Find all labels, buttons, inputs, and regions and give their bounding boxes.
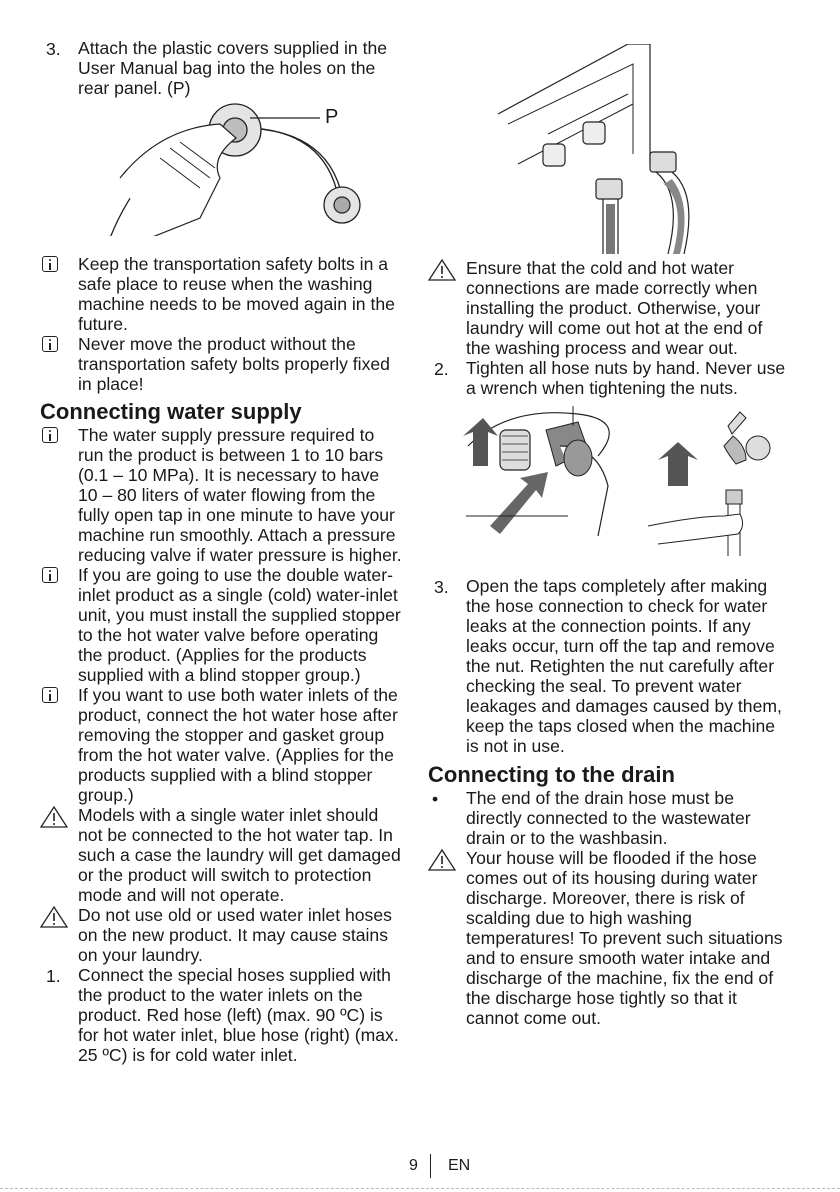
info-note-pressure — [40, 425, 402, 565]
bullet-text: The end of the drain hose must be directly connected to the wastewater drain or to the washbasin. — [466, 788, 751, 848]
hoses-connected-drawing — [428, 44, 790, 254]
info-note-both-inlets — [40, 685, 402, 805]
hand-inserting-cover-drawing — [40, 98, 402, 236]
page-number: 9 — [409, 1157, 418, 1174]
plastic-cover-illustration — [40, 98, 402, 236]
right-column — [428, 44, 790, 1028]
warning-text: Ensure that the cold and hot water connections are made correctly when installing the product. Otherwise, your laundry will come out hot at the end of the washing process and wear out. — [466, 258, 763, 358]
info-icon — [42, 427, 58, 443]
step-number: 3. — [434, 577, 449, 597]
heading-connecting-to-drain: Connecting to the drain — [428, 762, 675, 787]
step-3-left — [40, 38, 402, 98]
info-icon — [42, 687, 58, 703]
step-text: Connect the special hoses supplied with the product to the water inlets on the product. Red hose (left) (max. 90 ºC) is for hot water inlet, blue hose (right) (max. 25 ºC) is for cold water inlet. — [78, 965, 399, 1065]
warning-old-hoses — [40, 905, 402, 965]
warning-cold-hot — [428, 258, 790, 358]
warning-icon — [40, 906, 68, 928]
info-icon — [42, 256, 58, 272]
step-3-right — [428, 576, 790, 756]
step-text: Open the taps completely after making the hose connection to check for water leaks at the connection points. If any leaks occur, turn off the tap and remove the nut. Retighten the nut carefully after checking the seal. To prevent water leakages and damages caused by them, keep the taps closed when the machine is not in use. — [466, 576, 782, 756]
note-text: If you are going to use the double water-inlet product as a single (cold) water-inlet unit, you must install the supplied stopper to the hot water valve before operating the product. (Applies for the products supplied with a blind stopper group.) — [78, 565, 401, 685]
warning-text: Do not use old or used water inlet hoses on the new product. It may cause stains on your laundry. — [78, 905, 392, 965]
warning-text: Your house will be flooded if the hose comes out of its housing during water discharge. Moreover, there is risk of scalding due to high washing temperatures! To prevent such situations and to ensure smooth water intake and discharge of the machine, fix the end of the discharge hose tightly so that it cannot come out. — [466, 848, 783, 1028]
step-text: Attach the plastic covers supplied in the User Manual bag into the holes on the rear panel. (P) — [78, 38, 388, 98]
info-note-move — [40, 334, 402, 394]
heading-connecting-water-supply: Connecting water supply — [40, 399, 302, 424]
p-callout-label: P — [325, 106, 339, 128]
warning-icon — [428, 259, 456, 281]
warning-single-inlet — [40, 805, 402, 905]
info-note-bolts — [40, 254, 402, 334]
step-2 — [428, 358, 790, 398]
language-code: EN — [448, 1157, 471, 1174]
step-number: 2. — [434, 359, 449, 379]
step-1 — [40, 965, 402, 1065]
step-number: 1. — [46, 966, 61, 986]
note-text: If you want to use both water inlets of the product, connect the hot water hose after removing the stopper and gasket group from the hot water valve. (Applies for the products supplied with a blind stopper group.) — [78, 685, 398, 805]
bullet-drain-hose — [428, 788, 790, 848]
step-number: 3. — [46, 39, 61, 59]
step-text: Tighten all hose nuts by hand. Never use a wrench when tightening the nuts. — [466, 358, 786, 398]
warning-flooding — [428, 848, 790, 1028]
water-inlet-illustration — [428, 44, 790, 254]
info-icon — [42, 336, 58, 352]
hand-tightening-drawing — [428, 406, 790, 566]
left-column — [40, 38, 402, 1065]
warning-icon — [40, 806, 68, 828]
hose-nut-tightening-illustration — [428, 406, 790, 566]
note-text: Never move the product without the transportation safety bolts properly fixed in place! — [78, 334, 390, 394]
info-icon — [42, 567, 58, 583]
note-text: The water supply pressure required to run the product is between 1 to 10 bars (0.1 – 10 MPa). It is necessary to have 10 – 80 liters of water flowing from the fully open tap in one minute to have your machine run smoothly. Attach a pressure reducing valve if water pressure is higher. — [78, 425, 402, 565]
warning-icon — [428, 849, 456, 871]
note-text: Keep the transportation safety bolts in a safe place to reuse when the washing machine needs to be moved again in the future. — [78, 254, 395, 334]
footer-divider — [430, 1154, 431, 1178]
warning-text: Models with a single water inlet should not be connected to the hot water tap. In such a case the laundry will get damaged or the product will switch to protection mode and will not operate. — [78, 805, 401, 905]
info-note-single-inlet — [40, 565, 402, 685]
bottom-cut-line — [0, 1188, 840, 1189]
bullet-mark: • — [432, 789, 439, 809]
